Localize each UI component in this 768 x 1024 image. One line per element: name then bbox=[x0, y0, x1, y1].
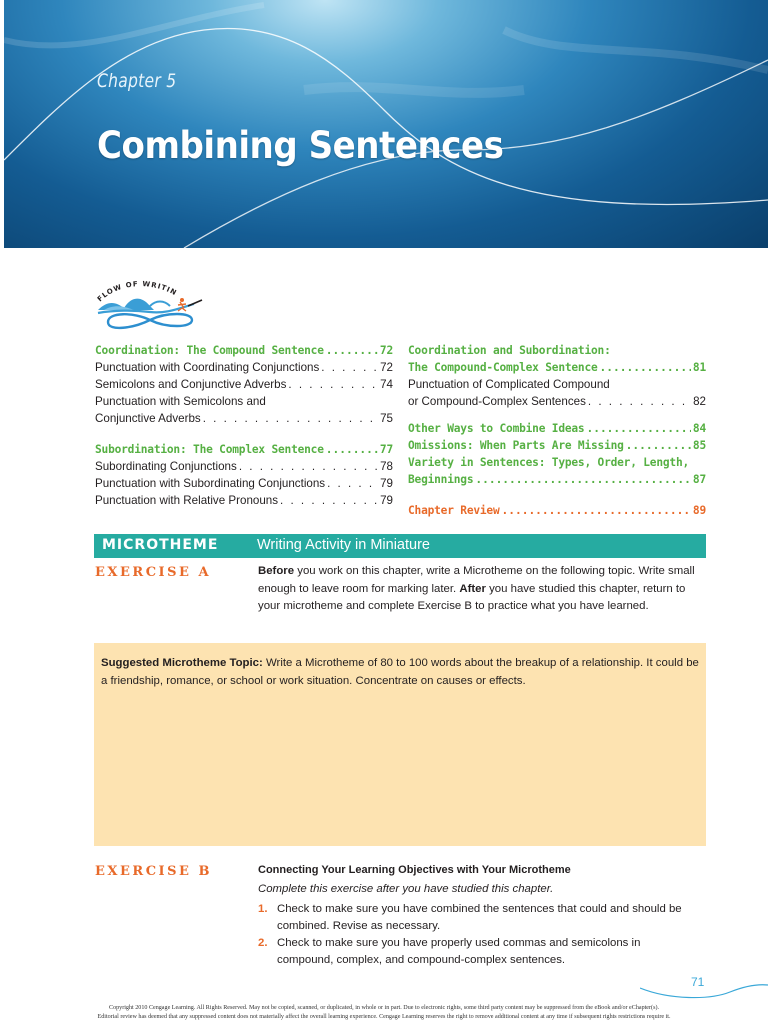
chapter-banner bbox=[4, 0, 768, 248]
copyright-line: Copyright 2010 Cengage Learning. All Rights Reserved. May not be copied, scanned, or duplicated, in whole or in part. Due to electronic rights, some third party content may be suppressed from the eBook and/or eChapter(s). bbox=[109, 1005, 659, 1011]
toc-entry[interactable]: Conjunctive Adverbs . . . 75 bbox=[95, 410, 393, 427]
flow-of-writing-logo bbox=[94, 280, 209, 335]
exercise-a-text: Before you work on this chapter, write a Microtheme on the following topic. Write small enough to leave room for marking later. After you have studied this chapter, return to your microtheme and complete Exercise B to practice what you have learned. bbox=[258, 565, 695, 612]
page-number: 71 bbox=[691, 975, 705, 989]
toc-entry[interactable]: Punctuation with Subordinating Conjunctions . . . 79 bbox=[95, 475, 393, 492]
toc-entry[interactable]: or Compound-Complex Sentences . . . 82 bbox=[408, 393, 706, 410]
microtheme-subtitle: Writing Activity in Miniature bbox=[257, 537, 430, 553]
toc-entry: Coordination and Subordination: bbox=[408, 344, 611, 357]
toc-entry[interactable]: Subordination: The Complex Sentence ..... 77 bbox=[95, 441, 393, 458]
exercise-b-list bbox=[258, 901, 698, 969]
toc-left-column bbox=[95, 342, 393, 509]
toc-entry: Variety in Sentences: Types, Order, Length, bbox=[408, 456, 690, 469]
toc-entry[interactable]: Punctuation with Relative Pronouns . . . 79 bbox=[95, 492, 393, 509]
toc-entry: Punctuation of Complicated Compound bbox=[408, 378, 610, 391]
toc-entry-chapter-review[interactable]: Chapter Review ..... 89 bbox=[408, 502, 706, 519]
toc-right-column bbox=[408, 342, 706, 519]
exercise-b-label: EXERCISE B bbox=[95, 864, 212, 879]
chapter-label: Chapter 5 bbox=[97, 70, 177, 92]
toc-entry[interactable]: Subordinating Conjunctions . . . 78 bbox=[95, 458, 393, 475]
toc-entry[interactable]: Beginnings ..... 87 bbox=[408, 471, 706, 488]
microtheme-topic-box[interactable] bbox=[94, 643, 706, 846]
toc-entry[interactable]: Coordination: The Compound Sentence ..... 72 bbox=[95, 342, 393, 359]
logo-text: FLOW OF WRITIN bbox=[95, 280, 179, 304]
exercise-a-label: EXERCISE A bbox=[95, 565, 212, 580]
microtheme-label: MICROTHEME bbox=[102, 537, 219, 553]
toc-entry[interactable]: Other Ways to Combine Ideas ..... 84 bbox=[408, 420, 706, 437]
microtheme-bar bbox=[94, 534, 706, 558]
list-item: 2. Check to make sure you have properly used commas and semicolons in compound, complex, and compound-complex sentences. bbox=[258, 937, 641, 966]
toc-entry[interactable]: The Compound-Complex Sentence ..... 81 bbox=[408, 359, 706, 376]
exercise-b-intro: Complete this exercise after you have studied this chapter. bbox=[258, 883, 554, 895]
list-item: 1. Check to make sure you have combined the sentences that could and should be combined. Revise as necessary. bbox=[258, 903, 682, 932]
copyright-line: Editorial review has deemed that any suppressed content does not materially affect the overall learning experience. Cengage Learning reserves the right to remove additional content at any time if subsequent rights restrictions require it. bbox=[97, 1013, 671, 1020]
toc-entry: Punctuation with Semicolons and bbox=[95, 395, 266, 408]
exercise-b-title: Connecting Your Learning Objectives with Your Microtheme bbox=[258, 864, 571, 876]
toc-entry[interactable]: Semicolons and Conjunctive Adverbs . . . 74 bbox=[95, 376, 393, 393]
copyright-notice bbox=[0, 1004, 768, 1021]
page-swoosh-decoration bbox=[640, 980, 768, 1000]
chapter-title: Combining Sentences bbox=[97, 124, 504, 167]
toc-entry[interactable]: Punctuation with Coordinating Conjunctions . . . 72 bbox=[95, 359, 393, 376]
topic-text: Suggested Microtheme Topic: Write a Microtheme of 80 to 100 words about the breakup of a relationship. It could be a friendship, romance, or school or work situation. Concentrate on causes or effects. bbox=[101, 657, 699, 687]
toc-entry[interactable]: Omissions: When Parts Are Missing ..... 85 bbox=[408, 437, 706, 454]
